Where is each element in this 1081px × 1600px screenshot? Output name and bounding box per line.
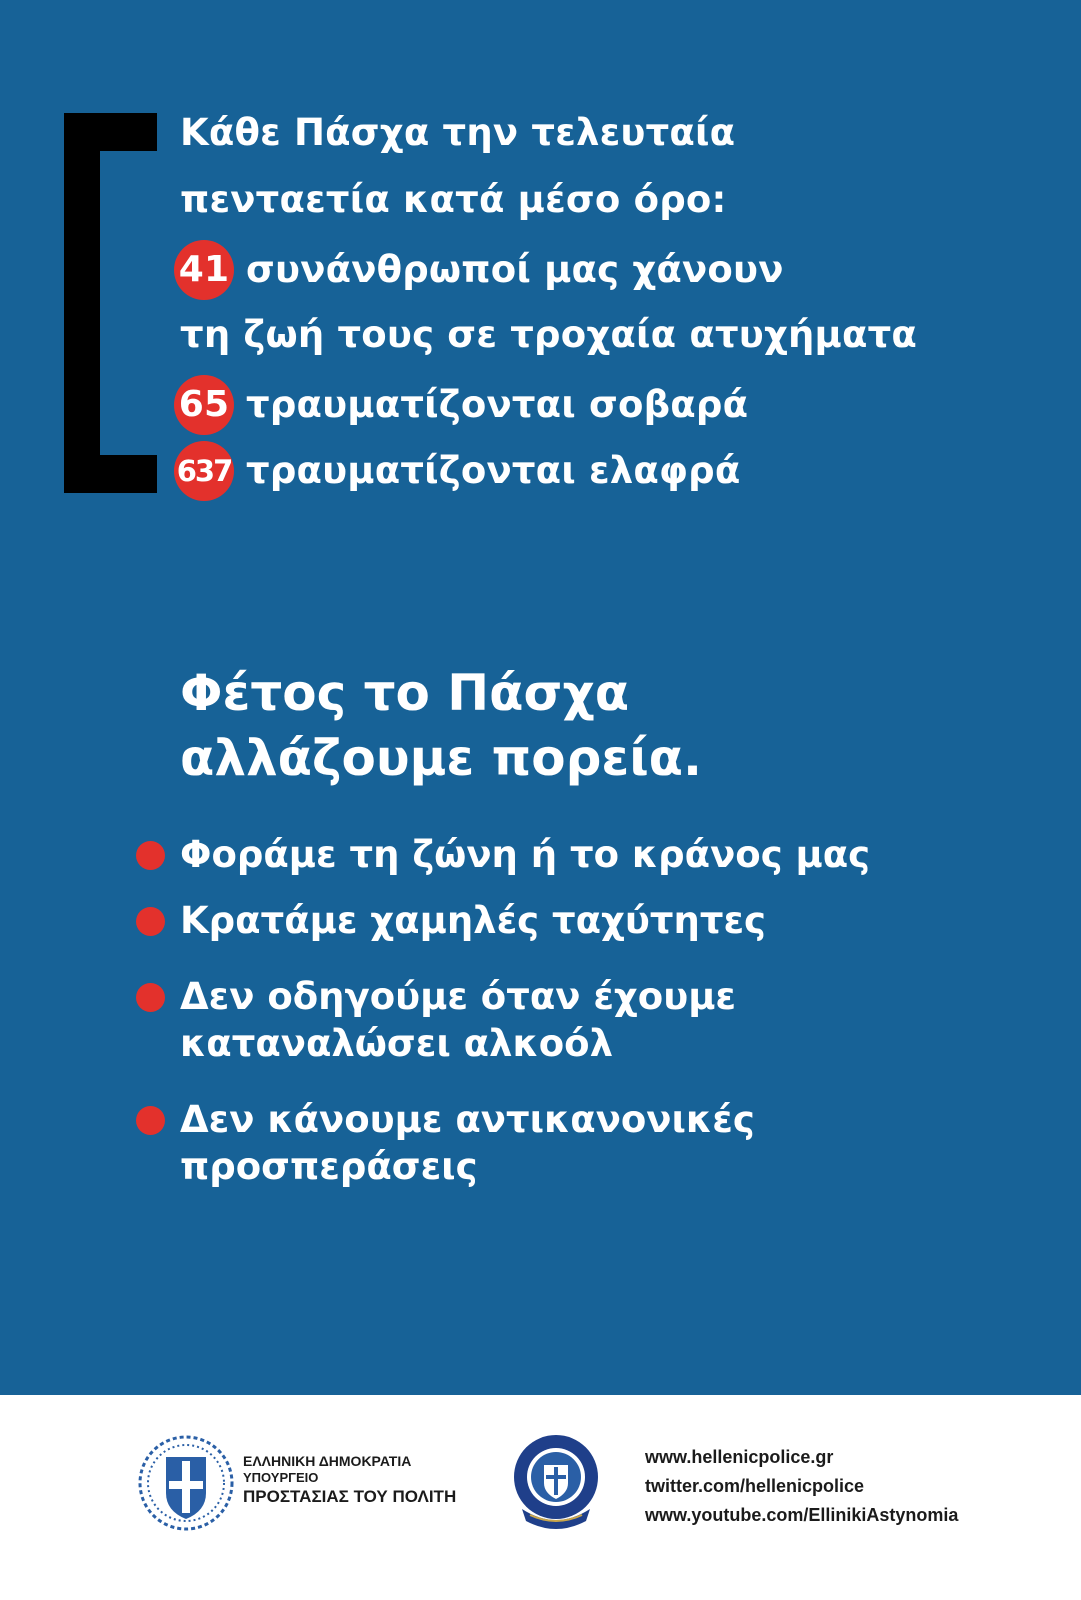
bullet-item-overtaking-line-1: Δεν κάνουμε αντικανονικές <box>180 1098 755 1141</box>
bullet-dot-icon <box>136 841 165 870</box>
ministry-line-2: ΥΠΟΥΡΓΕΙΟ <box>243 1470 319 1485</box>
twitter-link[interactable]: twitter.com/hellenicpolice <box>645 1476 865 1496</box>
black-bracket-decoration <box>64 113 157 493</box>
headline-line-2: αλλάζουμε πορεία. <box>180 729 703 787</box>
stat-row-serious <box>174 375 748 435</box>
contact-links <box>645 1443 958 1530</box>
headline-line-1: Φέτος το Πάσχα <box>180 664 630 722</box>
bullet-dot-icon <box>136 907 165 936</box>
greek-coat-of-arms-icon <box>136 1433 236 1533</box>
bullet-item-overtaking-line-2: προσπεράσεις <box>180 1145 478 1188</box>
stat-number-badge: 65 <box>174 375 234 435</box>
hellenic-police-badge-icon <box>508 1431 604 1535</box>
bullet-dot-icon <box>136 1106 165 1135</box>
stat-number-badge: 637 <box>174 441 234 501</box>
intro-line-1: Κάθε Πάσχα την τελευταία <box>180 111 736 154</box>
stat-number-badge: 41 <box>174 240 234 300</box>
stat-row-light <box>174 441 740 501</box>
youtube-link[interactable]: www.youtube.com/EllinikiAstynomia <box>645 1505 959 1525</box>
intro-line-2: πενταετία κατά μέσο όρο: <box>180 178 727 221</box>
stat-text: συνάνθρωποί μας χάνουν <box>246 248 784 291</box>
ministry-name <box>243 1453 456 1507</box>
stat-continuation: τη ζωή τους σε τροχαία ατυχήματα <box>180 313 918 356</box>
footer <box>0 1395 1081 1600</box>
stat-row-deaths <box>174 240 784 300</box>
ministry-line-1: ΕΛΛΗΝΙΚΗ ΔΗΜΟΚΡΑΤΙΑ <box>243 1453 412 1469</box>
bullet-item-alcohol-line-2: καταναλώσει αλκοόλ <box>180 1022 614 1065</box>
ministry-line-3: ΠΡΟΣΤΑΣΙΑΣ ΤΟΥ ΠΟΛΙΤΗ <box>243 1487 457 1506</box>
stat-text: τραυματίζονται σοβαρά <box>246 383 749 426</box>
stat-text: τραυματίζονται ελαφρά <box>246 449 741 492</box>
bullet-item-seatbelt: Φοράμε τη ζώνη ή το κράνος μας <box>180 833 871 876</box>
bullet-item-alcohol-line-1: Δεν οδηγούμε όταν έχουμε <box>180 975 737 1018</box>
bullet-dot-icon <box>136 983 165 1012</box>
bullet-item-speed: Κρατάμε χαμηλές ταχύτητες <box>180 899 766 942</box>
website-link[interactable]: www.hellenicpolice.gr <box>645 1447 834 1467</box>
